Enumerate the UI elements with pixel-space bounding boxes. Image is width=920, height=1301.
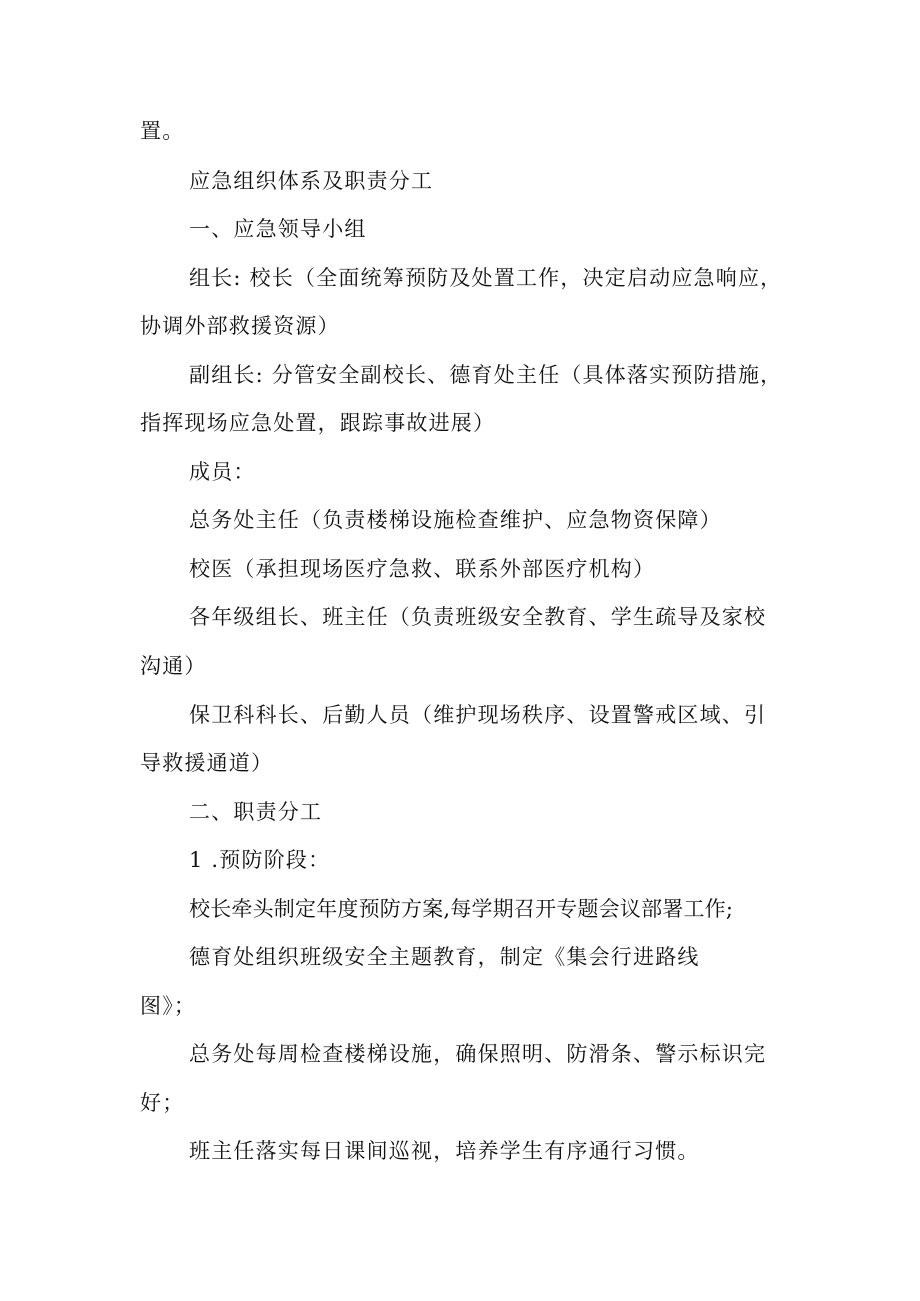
paragraph-line: 校医（承担现场医疗急救、联系外部医疗机构）	[189, 557, 656, 581]
paragraph-line: 导救援通道）	[140, 751, 274, 775]
paragraph-line: 校长牵头制定年度预防方案,每学期召开专题会议部署工作;	[189, 897, 734, 921]
paragraph-line: 成员：	[189, 460, 256, 484]
paragraph-line: 图》；	[140, 994, 197, 1018]
paragraph-line: 德育处组织班级安全主题教育，制定《集会行进路线	[189, 945, 700, 969]
paragraph-line: 总务处每周检查楼梯设施，确保照明、防滑条、警示标识完	[189, 1042, 767, 1066]
subsection-heading: 一、应急领导小组	[189, 217, 367, 241]
section-heading: 应急组织体系及职责分工	[189, 169, 434, 193]
paragraph-line: 协调外部救援资源）	[140, 314, 340, 338]
subsection-heading: 二、职责分工	[189, 800, 323, 824]
paragraph-line: 副组长: 分管安全副校长、德育处主任（具体落实预防措施，	[189, 363, 783, 387]
paragraph-line: 组长: 校长（全面统筹预防及处置工作，决定启动应急响应，	[189, 266, 783, 290]
paragraph-line: 保卫科科长、后勤人员（维护现场秩序、设置警戒区域、引	[189, 703, 767, 727]
paragraph-line: 总务处主任（负责楼梯设施检查维护、应急物资保障）	[189, 508, 722, 532]
paragraph-line: 置。	[140, 119, 185, 143]
paragraph-line: 各年级组长、班主任（负责班级安全教育、学生疏导及家校	[189, 605, 767, 629]
paragraph-line: 好；	[140, 1091, 185, 1115]
paragraph-line: 指挥现场应急处置，跟踪事故进展）	[140, 411, 496, 435]
paragraph-line: 沟通）	[140, 654, 207, 678]
paragraph-line: 1 .预防阶段：	[189, 848, 331, 872]
paragraph-line: 班主任落实每日课间巡视，培养学生有序通行习惯。	[189, 1139, 700, 1163]
